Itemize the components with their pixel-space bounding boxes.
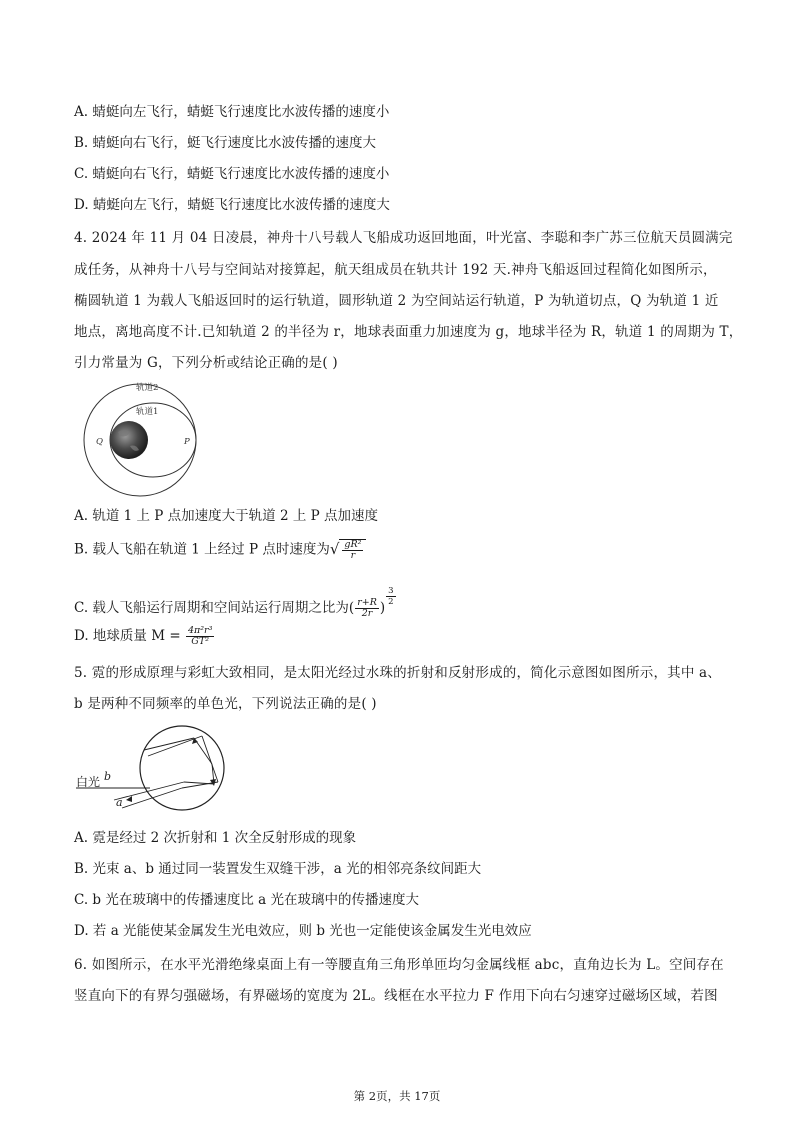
q3-option-b: B. 蜻蜓向右飞行，蜓飞行速度比水波传播的速度大 <box>74 135 377 151</box>
sqrt-denominator: r <box>350 550 356 561</box>
q4-stem-line-4: 地点，离地高度不计.已知轨道 2 的半径为 r，地球表面重力加速度为 g，地球半径为 R，轨道 1 的周期为 T， <box>74 324 743 340</box>
rainbow-diagram <box>74 724 234 819</box>
q4-stem-line-3: 椭圆轨道 1 为载人飞船返回时的运行轨道，圆形轨道 2 为空间站运行轨道，P 为轨道切点，Q 为轨道 1 近 <box>74 293 719 309</box>
q6-stem-line-2: 竖直向下的有界匀强磁场，有界磁场的宽度为 2L。线框在水平拉力 F 作用下向右匀速穿过磁场区域，若图 <box>74 988 718 1004</box>
q4-stem-line-1: 4. 2024 年 11 月 04 日凌晨，神舟十八号载人飞船成功返回地面，叶光富、李聪和李广苏三位航天员圆满完 <box>74 230 733 246</box>
orbit-diagram <box>74 380 214 500</box>
q5-stem-line-1: 5. 霓的形成原理与彩虹大致相同，是太阳光经过水珠的折射和反射形成的，简化示意图如图所示，其中 a、 <box>74 665 722 681</box>
q4-option-b-text: B. 载人飞船在轨道 1 上经过 P 点时速度为 <box>74 541 330 558</box>
ratio-numerator: r+R <box>357 597 377 608</box>
q6-stem-line-1: 6. 如图所示，在水平光滑绝缘桌面上有一等腰直角三角形单匝均匀金属线框 abc，直角边长为 L。空间存在 <box>74 957 724 973</box>
q4-option-d <box>74 626 215 647</box>
q4-option-d-text: D. 地球质量 M = <box>74 628 185 644</box>
q5-stem-line-2: b 是两种不同频率的单色光，下列说法正确的是( ) <box>74 696 377 712</box>
orbit-2-label: 轨道2 <box>136 383 159 393</box>
ratio-denominator: 2r <box>361 608 373 619</box>
mass-numerator: 4π²r³ <box>187 625 213 636</box>
point-q-label: Q <box>96 437 103 447</box>
q4-option-c <box>74 586 397 619</box>
q5-option-c: C. b 光在玻璃中的传播速度比 a 光在玻璃中的传播速度大 <box>74 892 419 908</box>
q4-option-a: A. 轨道 1 上 P 点加速度大于轨道 2 上 P 点加速度 <box>74 508 379 524</box>
point-p-label: P <box>184 437 190 447</box>
white-light-label: 白光 <box>76 775 101 789</box>
q3-option-c: C. 蜻蜓向右飞行，蜻蜓飞行速度比水波传播的速度小 <box>74 166 390 182</box>
sqrt-numerator: gR² <box>344 539 362 550</box>
exponent-denominator: 2 <box>388 597 394 607</box>
q3-option-d: D. 蜻蜓向左飞行，蜻蜓飞行速度比水波传播的速度大 <box>74 197 390 213</box>
exponent-numerator: 3 <box>388 586 394 596</box>
mass-denominator: GT² <box>191 636 210 647</box>
q5-option-b: B. 光束 a、b 通过同一装置发生双缝干涉，a 光的相邻亮条纹间距大 <box>74 861 482 877</box>
q4-option-b <box>74 539 366 561</box>
ray-b-label: b <box>104 770 112 783</box>
q4-stem-line-2: 成任务，从神舟十八号与空间站对接算起，航天组成员在轨共计 192 天.神舟飞船返回过程简化如图所示， <box>74 262 717 278</box>
q5-option-a: A. 霓是经过 2 次折射和 1 次全反射形成的现象 <box>74 830 357 846</box>
close-paren: ) <box>379 600 386 616</box>
orbit-1-label: 轨道1 <box>136 407 159 417</box>
q3-option-a: A. 蜻蜓向左飞行，蜻蜓飞行速度比水波传播的速度小 <box>74 104 390 120</box>
ray-a-label: a <box>116 796 123 809</box>
sqrt-expression: √ $\frac{\text{gR²}}{r}$ <box>330 539 367 561</box>
page-footer: 第 2页，共 17页 <box>353 1089 441 1103</box>
q4-option-c-text: C. 载人飞船运行周期和空间站运行周期之比为( <box>74 600 355 616</box>
q5-option-d: D. 若 a 光能使某金属发生光电效应，则 b 光也一定能使该金属发生光电效应 <box>74 923 532 939</box>
earth-icon <box>110 421 148 459</box>
q4-stem-line-5: 引力常量为 G，下列分析或结论正确的是( ) <box>74 355 338 371</box>
